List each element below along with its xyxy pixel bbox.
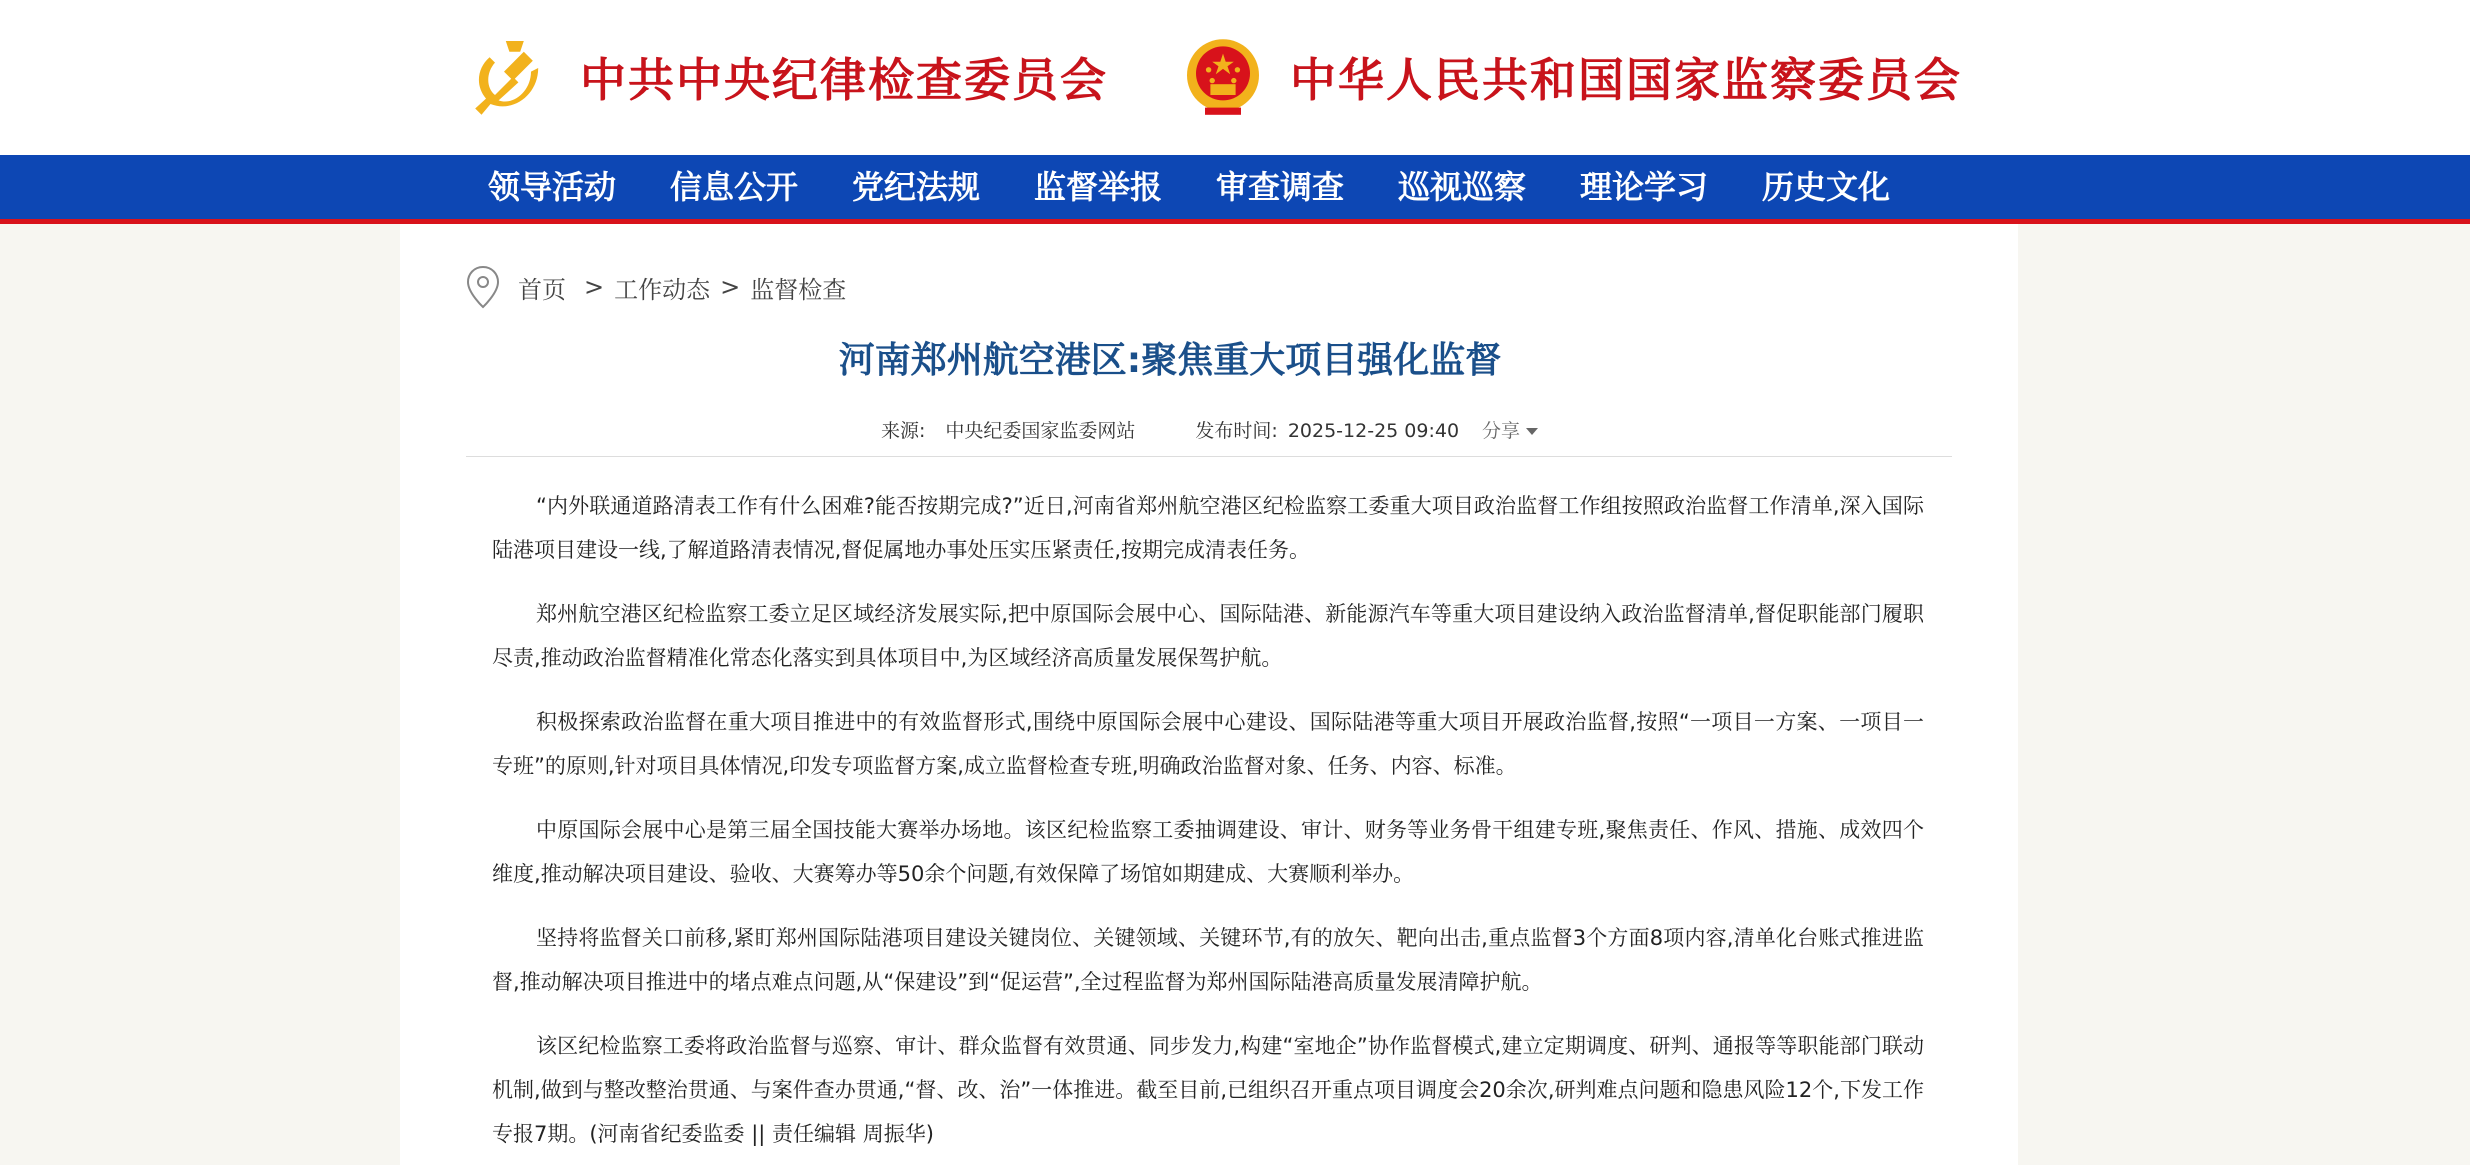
national-emblem-icon bbox=[1178, 32, 1268, 122]
article-title: 河南郑州航空港区:聚焦重大项目强化监督 bbox=[838, 340, 1502, 381]
article-meta bbox=[400, 416, 1940, 443]
source-value: 中央纪委国家监委网站 bbox=[945, 420, 1136, 442]
nav-item-history[interactable]: 历史文化 bbox=[1762, 168, 1891, 206]
nav-item-regulations[interactable]: 党纪法规 bbox=[852, 168, 981, 206]
article-paragraph: 郑州航空港区纪检监察工委立足区域经济发展实际,把中原国际会展中心、国际陆港、新能源汽车等重大项目建设纳入政治监督清单,督促职能部门履职尽责,推动政治监督精准化常态化落实到具体项目中,为区域经济高质量发展保驾护航。 bbox=[492, 602, 1924, 670]
source-label: 来源: bbox=[880, 420, 926, 442]
breadcrumb-work-news[interactable]: 工作动态 bbox=[614, 275, 711, 304]
location-pin-icon bbox=[466, 265, 500, 309]
article-paragraph: “内外联通道路清表工作有什么困难?能否按期完成?”近日,河南省郑州航空港区纪检监察工委重大项目政治监督工作组按照政治监督工作清单,深入国际陆港项目建设一线,了解道路清表情况,督促属地办事处压实压紧责任,按期完成清表任务。 bbox=[492, 494, 1924, 562]
nav-item-investigation[interactable]: 审查调查 bbox=[1216, 168, 1345, 206]
divider bbox=[466, 456, 1952, 457]
article-body bbox=[492, 484, 1924, 1176]
article-paragraph: 坚持将监督关口前移,紧盯郑州国际陆港项目建设关键岗位、关键领域、关键环节,有的放矢、靶向出击,重点监督3个方面8项内容,清单化台账式推进监督,推动解决项目推进中的堵点难点问题,从“保建设”到“促运营”,全过程监督为郑州国际陆港高质量发展清障护航。 bbox=[492, 926, 1924, 994]
right-margin bbox=[2018, 224, 2470, 1165]
left-margin bbox=[0, 224, 400, 1165]
article-paragraph: 积极探索政治监督在重大项目推进中的有效监督形式,围绕中原国际会展中心建设、国际陆港等重大项目开展政治监督,按照“一项目一方案、一项目一专班”的原则,针对项目具体情况,印发专项监督方案,成立监督检查专班,明确政治监督对象、任务、内容、标准。 bbox=[492, 710, 1924, 778]
site-header bbox=[0, 0, 2470, 155]
nav-item-info-disclosure[interactable]: 信息公开 bbox=[670, 168, 799, 206]
share-label: 分享 bbox=[1482, 420, 1521, 442]
article-paragraph: 该区纪检监察工委将政治监督与巡察、审计、群众监督有效贯通、同步发力,构建“室地企”协作监督模式,建立定期调度、研判、通报等等职能部门联动机制,做到与整改整治贯通、与案件查办贯通,“督、改、治”一体推进。截至目前,已组织召开重点项目调度会20余次,研判难点问题和隐患风险12个,下发工作专报7期。(河南省纪委监委 || 责任编辑 周振华) bbox=[492, 1034, 1924, 1146]
chevron-down-icon bbox=[1526, 428, 1538, 435]
time-label: 发布时间: bbox=[1195, 420, 1278, 442]
party-emblem-icon bbox=[468, 32, 558, 122]
breadcrumb-home[interactable]: 首页 bbox=[518, 275, 566, 304]
time-value: 2025-12-25 09:40 bbox=[1287, 420, 1460, 442]
breadcrumb-supervision[interactable]: 监督检查 bbox=[750, 275, 847, 304]
article-container bbox=[400, 224, 2018, 1165]
breadcrumb bbox=[466, 262, 846, 312]
breadcrumb-separator: > bbox=[584, 273, 605, 301]
main-nav bbox=[0, 155, 2470, 224]
nav-item-theory[interactable]: 理论学习 bbox=[1580, 168, 1709, 206]
nav-item-report[interactable]: 监督举报 bbox=[1034, 168, 1163, 206]
ccdi-logo[interactable] bbox=[468, 22, 1108, 132]
ccdi-title: 中共中央纪律检查委员会 bbox=[580, 53, 1108, 107]
nsc-logo[interactable] bbox=[1178, 22, 1962, 132]
article-paragraph: 中原国际会展中心是第三届全国技能大赛举办场地。该区纪检监察工委抽调建设、审计、财务等业务骨干组建专班,聚焦责任、作风、措施、成效四个维度,推动解决项目建设、验收、大赛筹办等50余个问题,有效保障了场馆如期建成、大赛顺利举办。 bbox=[492, 818, 1924, 886]
nav-item-inspection[interactable]: 巡视巡察 bbox=[1398, 168, 1527, 206]
nav-item-leadership[interactable]: 领导活动 bbox=[488, 168, 617, 206]
breadcrumb-separator: > bbox=[720, 273, 741, 301]
nsc-title: 中华人民共和国国家监察委员会 bbox=[1290, 53, 1962, 107]
share-button[interactable] bbox=[1482, 416, 1538, 443]
